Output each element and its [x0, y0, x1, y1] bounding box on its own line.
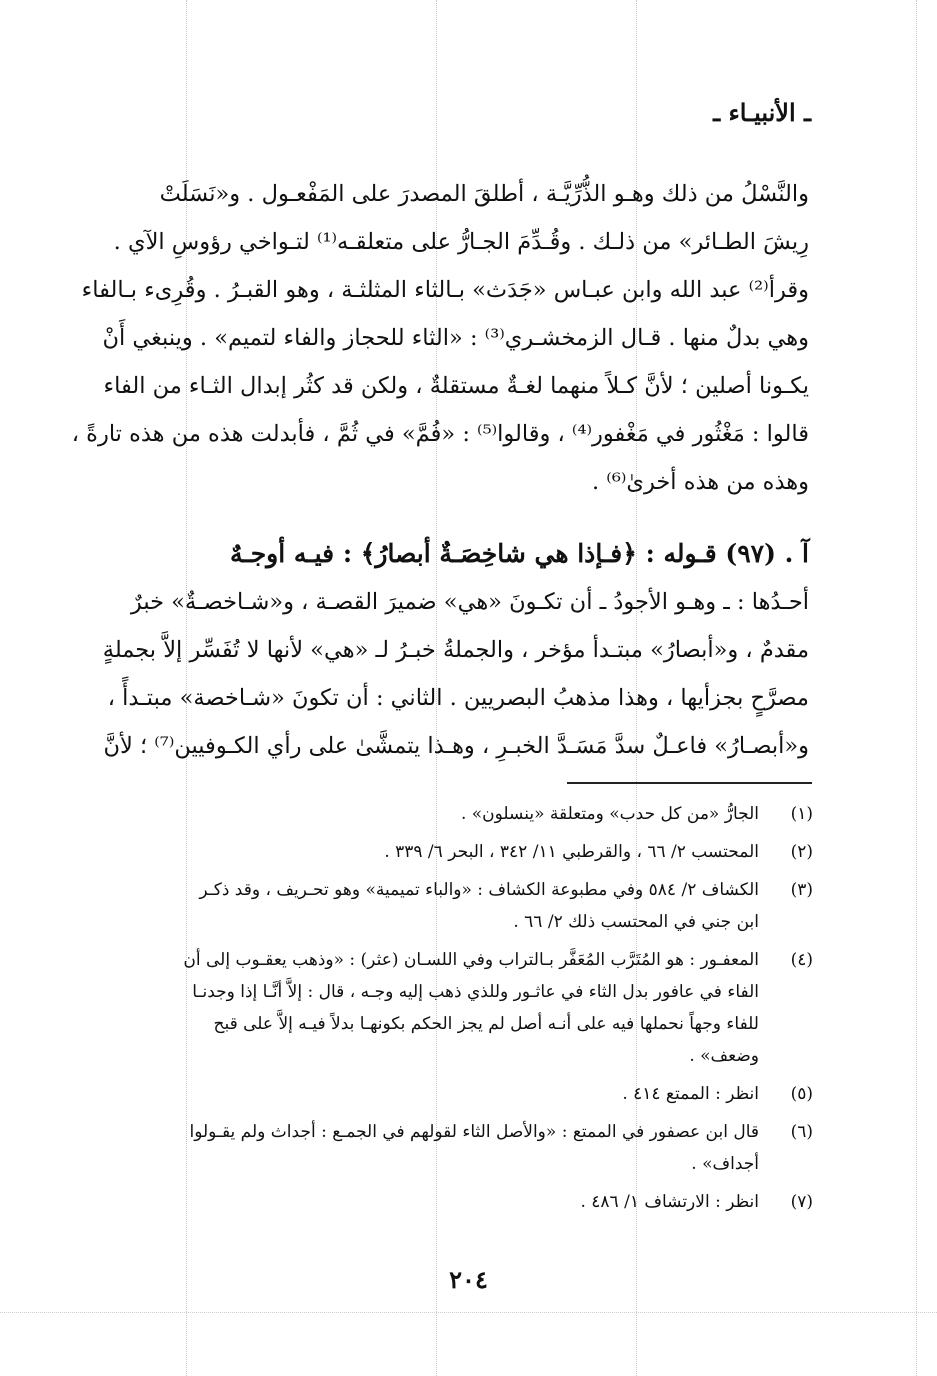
footnote-number: (١) — [790, 804, 813, 824]
main-text — [71, 170, 809, 770]
footnote-line: انظر : الممتع ٤١٤ . — [622, 1084, 759, 1104]
footnote-line: انظر : الارتشاف ١/ ٤٨٦ . — [580, 1192, 759, 1212]
text-line: والنَّسْلُ من ذلك وهـو الذُّرِّيَّـة ، أطلقَ المصدرَ على المَفْعـول . و«نَسَلَتْ — [159, 181, 809, 207]
footnote — [118, 874, 813, 938]
text-line: و«أبصـارُ» فاعـلٌ سدَّ مَسَـدَّ الخبـرِ ، وهـذا يتمشَّىٰ على رأي الكـوفيين⁽⁷⁾ ؛ لأنَّ — [103, 733, 809, 759]
footnote-line: ابن جني في المحتسب ذلك ٢/ ٦٦ . — [513, 912, 759, 932]
footnote-number: (٧) — [790, 1192, 813, 1212]
footnotes — [118, 798, 813, 1224]
text-line: قالوا : مَغْثُور في مَغْفور⁽⁴⁾ ، وقالوا⁽⁵⁾ : «فُمَّ» في ثُمَّ ، فأبدلت هذه من هذه تارةً ، — [71, 421, 809, 447]
text-line: وقرأ⁽²⁾ عبد الله وابن عبـاس «جَدَث» بـالثاء المثلثـة ، وهو القبـرُ . وقُرِىء بـالفاء — [81, 277, 809, 303]
footnote-line: المعفـور : هو المُتَرَّب المُعَفَّر بـالتراب وفي اللسـان (عثر) : «وذهب يعقـوب إلى أن — [183, 950, 759, 970]
running-header: ـ الأنبيـاء ـ — [713, 98, 811, 127]
footnote-line: المحتسب ٢/ ٦٦ ، والقرطبي ١١/ ٣٤٢ ، البحر ٦/ ٣٣٩ . — [384, 842, 759, 862]
text-line: وهذه من هذه أخرىٰ⁽⁶⁾ . — [591, 469, 809, 495]
text-line: رِيشَ الطـائر» من ذلـك . وقُـدِّمَ الجـارُّ على متعلقـه⁽¹⁾ لتـواخي رؤوسِ الآي . — [113, 229, 809, 255]
footnote — [118, 798, 813, 830]
text-line: مقدمٌ ، و«أبصارُ» مبتـدأ مؤخر ، والجملةُ خبـرُ لـ «هي» لأنها لا تُفَسِّر إلاَّ بجملةٍ — [102, 637, 809, 663]
verse-heading: آ . (٩٧) قـوله : ﴿فـإذا هي شاخِصَـةٌ أبصارُ﴾ : فيـه أوجـهٌ — [230, 539, 809, 568]
footnote-number: (٦) — [790, 1122, 813, 1142]
footnote-number: (٥) — [790, 1084, 813, 1104]
footnote-number: (٢) — [790, 842, 813, 862]
footnote-number: (٣) — [790, 880, 813, 900]
footnote-line: قال ابن عصفور في الممتع : «والأصل الثاء لقولهم في الجمـع : أجداث ولم يقـولوا — [189, 1122, 759, 1142]
footnote — [118, 1078, 813, 1110]
text-line: وهي بدلٌ منها . قـال الزمخشـري⁽³⁾ : «الثاء للحجاز والفاء لتميم» . وينبغي أَنْ — [102, 325, 809, 351]
footnote-divider — [567, 782, 812, 784]
text-line: مصرَّحٍ بجزأيها ، وهذا مذهبُ البصريين . الثاني : أن تكونَ «شـاخصة» مبتـدأً ، — [107, 685, 809, 711]
footnote — [118, 1186, 813, 1218]
text-line: أحـدُها : ـ وهـو الأجودُ ـ أن تكـونَ «هي» ضميرَ القصـة ، و«شـاخصـةٌ» خبرٌ — [130, 589, 809, 615]
footnote-line: وضعف» . — [689, 1046, 759, 1066]
page-number: ٢٠٤ — [449, 1265, 488, 1294]
footnote-line: للفاء وجهاً نحملها فيه على أنـه أصل لم يجز الحكم بكونهـا بدلاً فيـه إلاَّ على قبح — [213, 1014, 759, 1034]
footnote-line: الفاء في عافور بدل الثاء في عاثـور وللذي ذهب إليه وجـه ، قال : إلاَّ أنَّـا إذا وجدنـا — [192, 982, 759, 1002]
scan-guide-line — [916, 0, 917, 1376]
footnote-number: (٤) — [790, 950, 813, 970]
footnote — [118, 836, 813, 868]
scan-guide-line — [0, 1312, 937, 1313]
footnote — [118, 1116, 813, 1180]
footnote — [118, 944, 813, 1072]
footnote-line: الجارُّ «من كل حدب» ومتعلقة «ينسلون» . — [460, 804, 759, 824]
footnote-line: الكشاف ٢/ ٥٨٤ وفي مطبوعة الكشاف : «والباء تميمية» وهو تحـريف ، وقد ذكـر — [199, 880, 759, 900]
text-line: يكـونا أصلين ؛ لأنَّ كـلاً منهما لغـةٌ مستقلةٌ ، ولكن قد كثُر إبدال الثـاء من الفاء — [103, 373, 809, 399]
footnote-line: أجداف» . — [691, 1154, 759, 1174]
